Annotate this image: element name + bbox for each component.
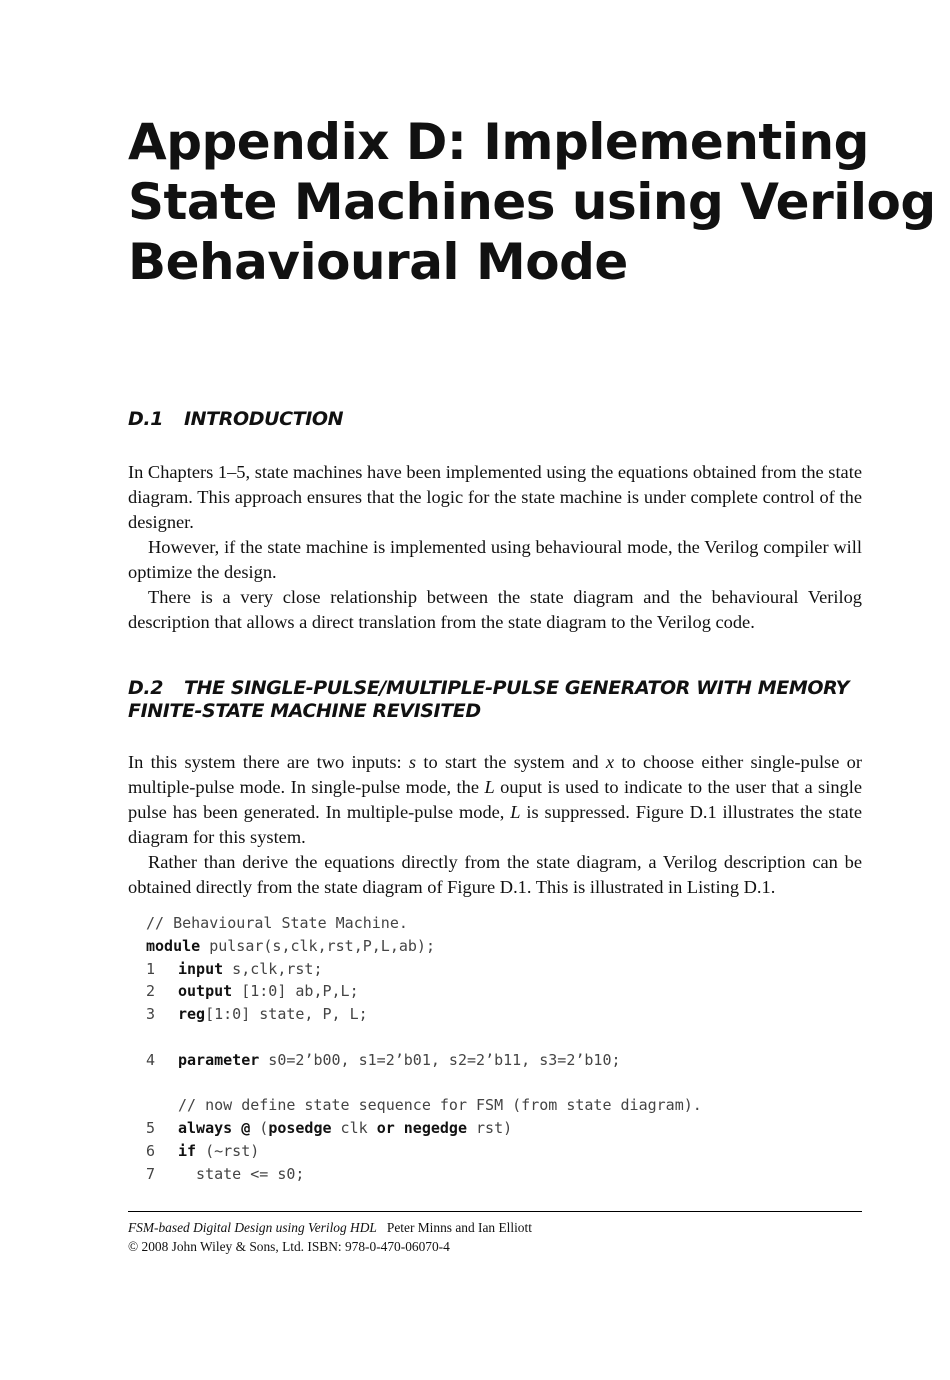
code-keyword: if: [178, 1141, 197, 1160]
code-keyword: parameter: [178, 1050, 260, 1069]
code-line: [146, 1163, 866, 1186]
code-line: [146, 958, 866, 981]
code-comment: // now define state sequence for FSM (from state diagram).: [178, 1096, 702, 1115]
paragraph: Rather than derive the equations directly from the state diagram, a Verilog description can be obtained directly from the state diagram of Figure D.1. This is illustrated in Listing D.1.: [128, 852, 862, 897]
line-number: 4: [146, 1050, 156, 1069]
variable-s: s: [408, 752, 417, 772]
line-number: 1: [146, 959, 156, 978]
paragraph: There is a very close relationship between the state diagram and the behavioural Verilog description that allows a direct translation from the state diagram to the Verilog code.: [128, 587, 862, 632]
chapter-title: [128, 112, 936, 292]
code-line: [146, 1049, 866, 1072]
code-line: [146, 1117, 866, 1140]
code-keyword: or negedge: [376, 1119, 467, 1138]
code-keyword: output: [178, 982, 233, 1001]
paragraph: In Chapters 1–5, state machines have been implemented using the equations obtained from the state diagram. This approach ensures that the logic for the state machine is under complete control of the designer.: [128, 462, 862, 532]
text-run: is suppressed. Figure D.1 illustrates the state diagram for this system.: [128, 802, 862, 847]
code-text: rst): [467, 1119, 513, 1138]
code-line: [146, 912, 866, 935]
code-line: [146, 935, 866, 958]
code-text: s,clk,rst;: [223, 959, 323, 978]
section-d1-heading: [128, 408, 862, 431]
code-keyword: reg: [178, 1005, 206, 1024]
footer-line-1: [128, 1218, 862, 1237]
code-text: clk: [331, 1119, 377, 1138]
chapter-title-line-3: Behavioural Mode: [128, 233, 628, 291]
section-d2-heading: [128, 677, 862, 723]
text-run: to choose either single-pulse or multiple-pulse mode. In single-pulse mode, the: [128, 752, 862, 797]
authors: Peter Minns and Ian Elliott: [386, 1220, 532, 1235]
section-d1-number: D.1: [128, 408, 164, 430]
code-listing: [146, 912, 866, 1186]
text-run: ouput is used to indicate to the user that a single pulse has been generated. In multiple-pulse mode,: [128, 777, 862, 822]
variable-x: x: [605, 752, 615, 772]
paragraph: However, if the state machine is implemented using behavioural mode, the Verilog compiler will optimize the design.: [128, 537, 862, 582]
paragraph: [128, 750, 862, 850]
variable-l: L: [510, 802, 521, 822]
line-number: 6: [146, 1141, 156, 1160]
code-blank-line: [146, 1072, 866, 1095]
code-text: (: [250, 1119, 269, 1138]
code-text: (~rst): [196, 1141, 260, 1160]
footer-divider: [128, 1211, 862, 1212]
section-d2-body: [128, 750, 862, 900]
code-keyword: always @: [178, 1119, 251, 1138]
text-run: to start the system and: [416, 752, 606, 772]
line-number: 5: [146, 1119, 156, 1138]
code-keyword: input: [178, 959, 224, 978]
footer-copyright: © 2008 John Wiley & Sons, Ltd. ISBN: 978-0-470-06070-4: [128, 1239, 450, 1254]
text-run: In this system there are two inputs:: [128, 752, 409, 772]
line-number: 2: [146, 982, 156, 1001]
code-line: [146, 1094, 866, 1117]
section-d1-body: [128, 460, 862, 635]
section-d2-number: D.2: [128, 677, 164, 699]
code-line: [146, 1140, 866, 1163]
code-text: [1:0] state, P, L;: [205, 1005, 368, 1024]
code-blank-line: [146, 1026, 866, 1049]
code-text: pulsar(s,clk,rst,P,L,ab);: [200, 936, 435, 955]
section-d2-title-line-1: THE SINGLE-PULSE/MULTIPLE-PULSE GENERATOR WITH MEMORY: [184, 677, 849, 699]
section-d2-title-line-2: FINITE-STATE MACHINE REVISITED: [128, 700, 481, 722]
book-title: FSM-based Digital Design using Verilog HDL: [128, 1220, 377, 1235]
code-keyword: posedge: [268, 1119, 332, 1138]
code-line: [146, 1003, 866, 1026]
footer: [128, 1218, 862, 1256]
code-line: [146, 980, 866, 1003]
code-keyword: module: [146, 936, 201, 955]
line-number: 7: [146, 1164, 156, 1183]
variable-l: L: [484, 777, 495, 797]
code-text: [1:0] ab,P,L;: [232, 982, 359, 1001]
code-text: s0=2’b00, s1=2’b01, s2=2’b11, s3=2’b10;: [259, 1050, 621, 1069]
section-d1-title: INTRODUCTION: [184, 408, 344, 430]
code-text: state <= s0;: [178, 1164, 305, 1183]
code-text: // Behavioural State Machine.: [146, 914, 408, 932]
chapter-title-line-1: Appendix D: Implementing: [128, 113, 869, 171]
line-number: 3: [146, 1005, 156, 1024]
chapter-title-line-2: State Machines using Verilog: [128, 173, 936, 231]
